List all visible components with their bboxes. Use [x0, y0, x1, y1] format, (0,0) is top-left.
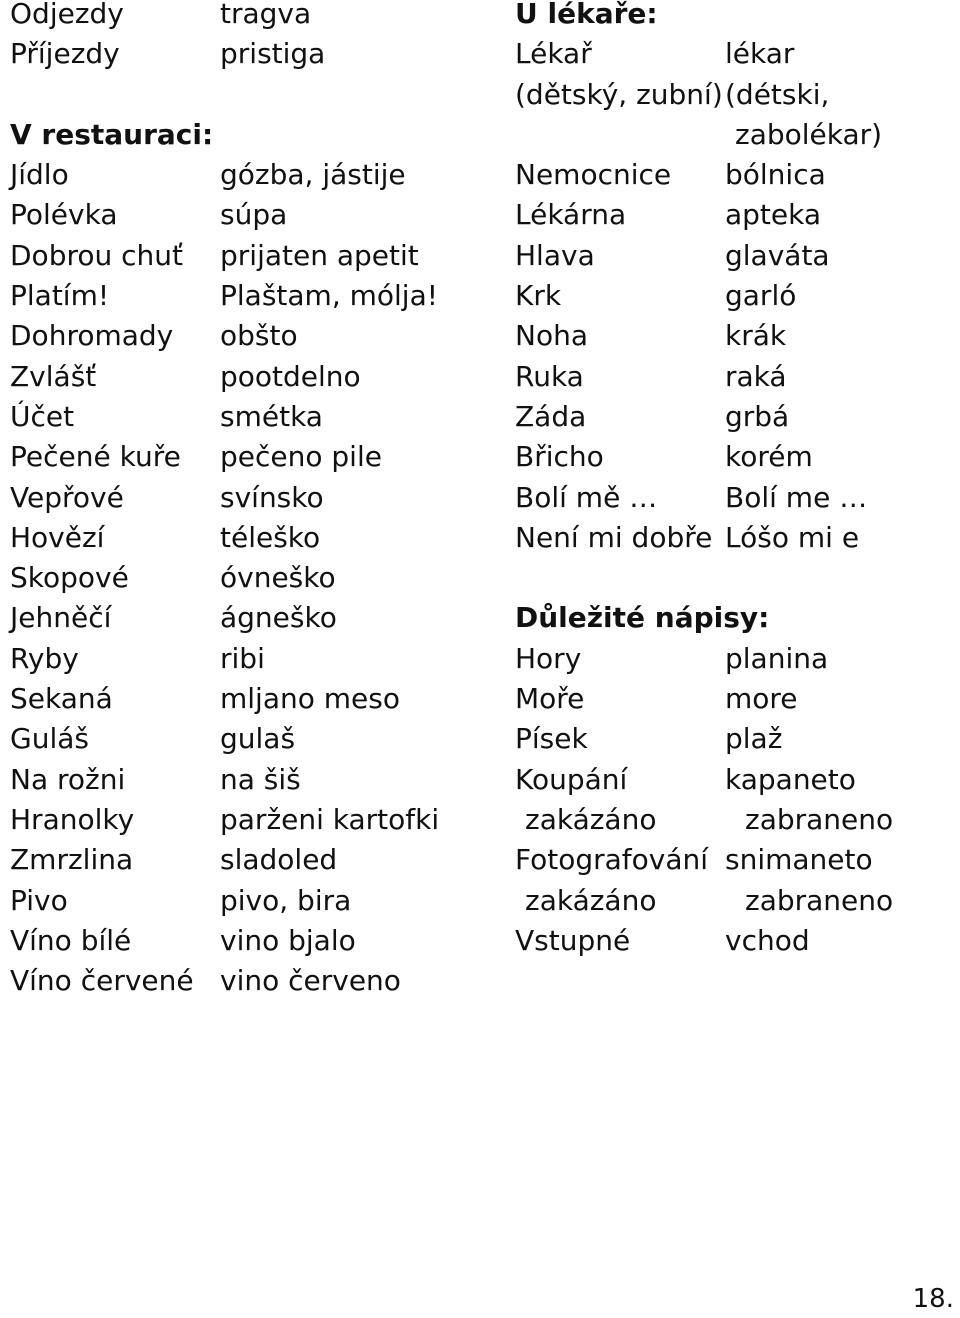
right-column: [515, 0, 955, 961]
slovene-term: ribi: [220, 641, 265, 675]
phrase-row: [515, 518, 955, 558]
czech-term: Nemocnice: [515, 158, 672, 192]
section-heading-doctor: U lékaře:: [515, 0, 658, 30]
czech-term: Pečené kuře: [10, 440, 181, 474]
slovene-term: lékar (détski, zabolékar): [725, 37, 883, 151]
phrase-row: [515, 195, 955, 235]
phrase-row: [10, 0, 480, 34]
slovene-term: gulaš: [220, 722, 296, 756]
czech-term: Na rožni: [10, 762, 126, 796]
slovene-term: more: [725, 682, 798, 716]
restaurant-phrase-list: [10, 155, 480, 1001]
czech-term: Pivo: [10, 883, 68, 917]
section-heading-signs: Důležité nápisy:: [515, 601, 770, 635]
left-column: [10, 0, 480, 1001]
phrase-row: [10, 276, 480, 316]
phrase-row: [515, 236, 955, 276]
czech-term: Platím!: [10, 279, 110, 313]
slovene-term: svínsko: [220, 480, 324, 514]
slovene-term: smétka: [220, 399, 323, 433]
czech-term: Vepřové: [10, 480, 124, 514]
slovene-term: tragva: [220, 0, 312, 30]
slovene-term: prijaten apetit: [220, 238, 419, 272]
czech-term: Břicho: [515, 440, 604, 474]
doctor-phrase-list: [515, 155, 955, 558]
phrase-row: [515, 478, 955, 518]
slovene-term: pristiga: [220, 37, 326, 71]
czech-term: Fotografování: [515, 843, 709, 877]
slovene-term: bólnica: [725, 158, 826, 192]
phrase-row: [10, 639, 480, 679]
slovene-term: óvneško: [220, 561, 336, 595]
phrase-row: [10, 155, 480, 195]
phrase-row: [10, 760, 480, 800]
phrase-row: [515, 155, 955, 195]
slovene-term: Bolí me …: [725, 480, 868, 514]
phrase-row: [10, 397, 480, 437]
phrase-row: [515, 921, 955, 961]
phrase-row: [515, 397, 955, 437]
czech-term: Zvlášť: [10, 359, 97, 393]
czech-term: Hory: [515, 641, 582, 675]
slovene-term: raká: [725, 359, 787, 393]
czech-term: zakázáno: [525, 802, 657, 836]
phrase-row: [10, 316, 480, 356]
czech-term: Odjezdy: [10, 0, 124, 30]
czech-term: Víno červené: [10, 964, 194, 998]
czech-term: Příjezdy: [10, 37, 120, 71]
phrase-row: [10, 518, 480, 558]
slovene-term: pootdelno: [220, 359, 361, 393]
slovene-term: na šiš: [220, 762, 301, 796]
czech-term: Záda: [515, 399, 587, 433]
czech-term: Zmrzlina: [10, 843, 134, 877]
czech-term: Není mi dobře: [515, 520, 713, 554]
slovene-term: parženi kartofki: [220, 802, 440, 836]
slovene-term: sladoled: [220, 843, 338, 877]
phrase-row: [10, 195, 480, 235]
phrase-row: [10, 719, 480, 759]
slovene-term: téleško: [220, 520, 321, 554]
czech-term: Bolí mě …: [515, 480, 658, 514]
czech-term: zakázáno: [525, 883, 657, 917]
page-number: 18.: [912, 1284, 954, 1314]
czech-term: Koupání: [515, 762, 628, 796]
phrase-row: [10, 961, 480, 1001]
phrase-row: [10, 800, 480, 840]
slovene-term: glaváta: [725, 238, 830, 272]
czech-term: Lékárna: [515, 198, 627, 232]
phrase-row: [515, 719, 955, 759]
phrase-row: [10, 357, 480, 397]
czech-term: Skopové: [10, 561, 129, 595]
czech-term: Polévka: [10, 198, 118, 232]
signs-phrase-list: [515, 639, 955, 961]
czech-term: Jehněčí: [10, 601, 112, 635]
slovene-term: planina: [725, 641, 829, 675]
slovene-term: plaž: [725, 722, 783, 756]
slovene-term: garló: [725, 279, 797, 313]
phrase-row: [515, 357, 955, 397]
slovene-term: vino červeno: [220, 964, 401, 998]
slovene-term: pečeno pile: [220, 440, 382, 474]
phrase-row: [515, 840, 955, 880]
slovene-term: vino bjalo: [220, 923, 356, 957]
czech-term: Dobrou chuť: [10, 238, 184, 272]
spacer: [10, 75, 480, 115]
phrase-row: [10, 921, 480, 961]
phrase-row: [515, 760, 955, 800]
slovene-term: zabraneno: [745, 883, 894, 917]
phrase-row: [515, 800, 955, 840]
czech-term: Dohromady: [10, 319, 174, 353]
czech-term: Lékař (dětský, zubní): [515, 37, 723, 111]
phrase-row: [10, 558, 480, 598]
slovene-term: súpa: [220, 198, 288, 232]
phrase-row: [10, 34, 480, 74]
section-heading-restaurant: V restauraci:: [10, 117, 214, 151]
slovene-term: Plaštam, mólja!: [220, 279, 438, 313]
slovene-term: mljano meso: [220, 682, 400, 716]
phrase-row: [515, 276, 955, 316]
slovene-term: apteka: [725, 198, 822, 232]
phrase-row: [515, 881, 955, 921]
czech-term: Jídlo: [10, 158, 69, 192]
slovene-term: obšto: [220, 319, 298, 353]
czech-term: Guláš: [10, 722, 89, 756]
slovene-term: kapaneto: [725, 762, 856, 796]
slovene-term: krák: [725, 319, 787, 353]
czech-term: Písek: [515, 722, 588, 756]
czech-term: Ruka: [515, 359, 584, 393]
czech-term: Sekaná: [10, 682, 113, 716]
czech-term: Moře: [515, 682, 585, 716]
czech-term: Noha: [515, 319, 588, 353]
spacer: [515, 558, 955, 598]
slovene-term: korém: [725, 440, 813, 474]
phrase-row: [10, 598, 480, 638]
phrase-row: [10, 437, 480, 477]
czech-term: Účet: [10, 399, 75, 433]
slovene-term: Lóšo mi e: [725, 520, 860, 554]
slovene-term: grbá: [725, 399, 790, 433]
slovene-term: vchod: [725, 923, 810, 957]
phrase-row: [515, 437, 955, 477]
slovene-term: gózba, jástije: [220, 158, 406, 192]
czech-term: Hovězí: [10, 520, 105, 554]
phrase-row: [10, 840, 480, 880]
czech-term: Ryby: [10, 641, 79, 675]
czech-term: Hranolky: [10, 802, 135, 836]
phrase-row: [10, 478, 480, 518]
phrase-row: [515, 34, 955, 155]
slovene-term: snimaneto: [725, 843, 873, 877]
slovene-term: ágneško: [220, 601, 337, 635]
phrase-row: [10, 236, 480, 276]
phrase-row: [515, 316, 955, 356]
czech-term: Vstupné: [515, 923, 631, 957]
czech-term: Hlava: [515, 238, 595, 272]
phrase-row: [515, 639, 955, 679]
slovene-term: pivo, bira: [220, 883, 352, 917]
czech-term: Krk: [515, 279, 562, 313]
phrase-row: [10, 881, 480, 921]
phrase-row: [10, 679, 480, 719]
slovene-term: zabraneno: [745, 802, 894, 836]
czech-term: Víno bílé: [10, 923, 132, 957]
phrase-row: [515, 679, 955, 719]
